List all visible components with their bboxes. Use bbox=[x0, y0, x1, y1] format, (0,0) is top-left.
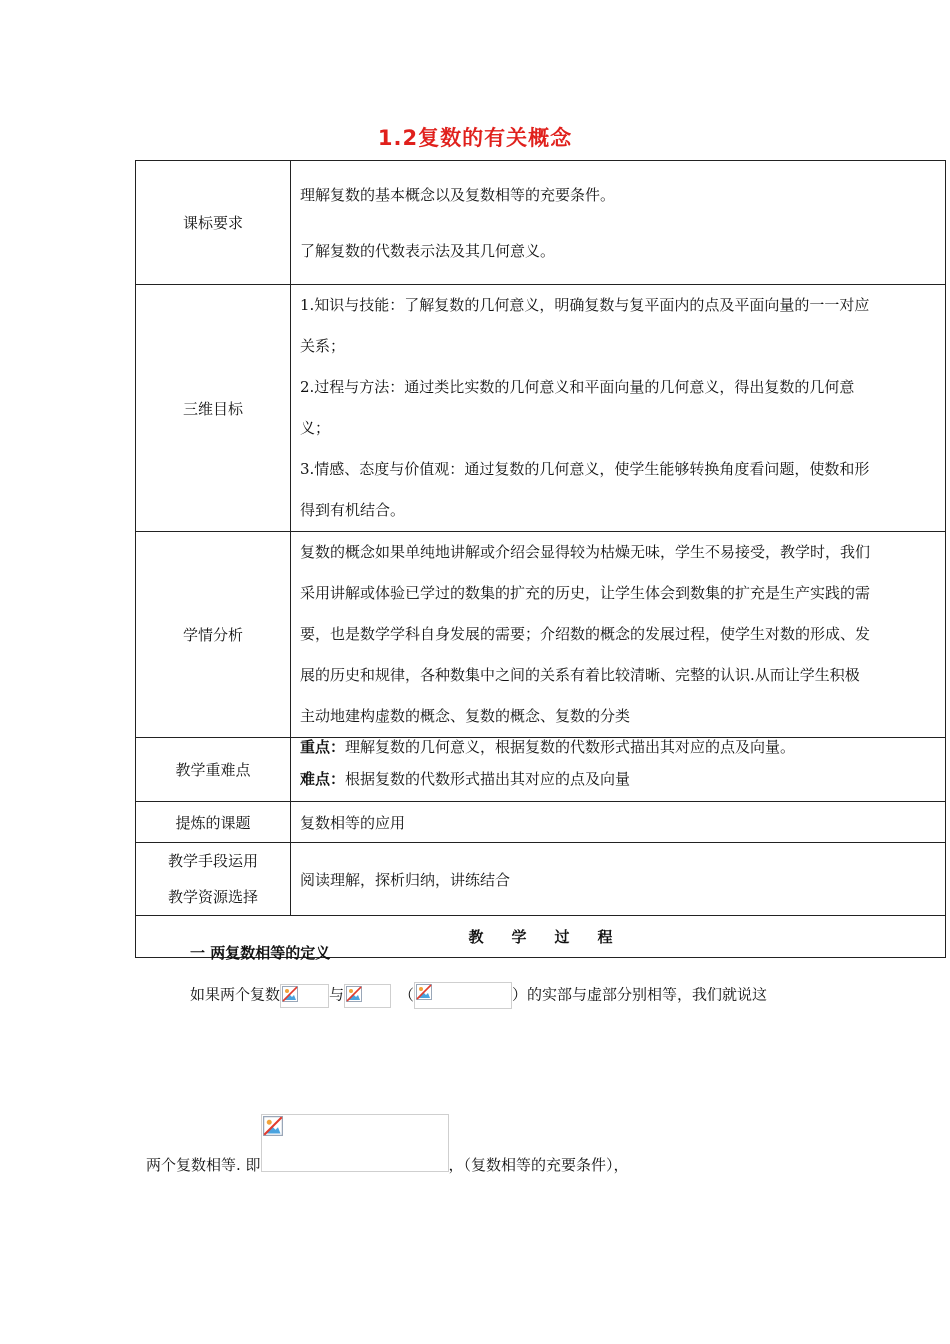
formula-image-icon bbox=[414, 982, 512, 1009]
content-line: 1.知识与技能：了解复数的几何意义，明确复数与复平面内的点及平面向量的一一对应 bbox=[300, 296, 870, 314]
process-char: 程 bbox=[597, 928, 613, 946]
table-row bbox=[136, 532, 946, 738]
row-content bbox=[291, 285, 946, 532]
row-label-line: 教学资源选择 bbox=[167, 888, 258, 906]
row-content: 复数相等的应用 bbox=[291, 802, 946, 843]
row-content bbox=[291, 161, 946, 285]
content-line bbox=[300, 209, 939, 237]
row-content: 阅读理解，探析归纳，讲练结合 bbox=[291, 843, 946, 916]
content-line: 义； bbox=[300, 419, 331, 437]
table-row bbox=[136, 738, 946, 802]
text-run: ，（复数相等的充要条件）， bbox=[448, 1156, 629, 1174]
row-label: 提炼的课题 bbox=[136, 802, 291, 843]
text-run: 两个复数相等. 即 bbox=[146, 1156, 261, 1174]
row-label: 课标要求 bbox=[136, 161, 291, 285]
text-run: 与 bbox=[329, 985, 345, 1004]
process-char: 学 bbox=[511, 928, 527, 946]
content-line: 复数的概念如果单纯地讲解或介绍会显得较为枯燥无味，学生不易接受，教学时，我们 bbox=[300, 543, 871, 561]
content-line: 理解复数的基本概念以及复数相等的充要条件。 bbox=[300, 185, 616, 204]
row-label: 三维目标 bbox=[136, 285, 291, 532]
content-line: 关系； bbox=[300, 337, 346, 355]
process-char: 教 bbox=[468, 928, 484, 946]
text-run: （ bbox=[399, 985, 415, 1004]
table-row bbox=[136, 802, 946, 843]
content-line: 采用讲解或体验已学过的数集的扩充的历史，让学生体会到数集的扩充是生产实践的需 bbox=[300, 584, 871, 602]
content-line: 了解复数的代数表示法及其几何意义。 bbox=[300, 241, 556, 260]
page-title: 1.2复数的有关概念 bbox=[377, 126, 573, 150]
process-char: 过 bbox=[554, 928, 570, 946]
difficult-point-label: 难点： bbox=[300, 770, 346, 788]
row-label-line: 教学手段运用 bbox=[167, 852, 258, 870]
content-line: 3.情感、态度与价值观：通过复数的几何意义，使学生能够转换角度看问题，使数和形 bbox=[300, 460, 870, 478]
row-label: 学情分析 bbox=[136, 532, 291, 738]
row-content bbox=[291, 738, 946, 802]
row-label bbox=[136, 843, 291, 916]
key-point-label: 重点： bbox=[300, 738, 346, 756]
table-row bbox=[136, 161, 946, 285]
row-content bbox=[291, 532, 946, 738]
formula-image-icon bbox=[344, 984, 391, 1008]
content-line: 得到有机结合。 bbox=[300, 501, 406, 519]
difficult-point-text: 根据复数的代数形式描出其对应的点及向量 bbox=[345, 770, 631, 788]
content-line: 主动地建构虚数的概念、复数的概念、复数的分类 bbox=[300, 707, 631, 725]
row-label: 教学重难点 bbox=[136, 738, 291, 802]
definition-line-2 bbox=[146, 1114, 629, 1175]
section-heading: 一 两复数相等的定义 bbox=[190, 944, 331, 962]
content-line: 2.过程与方法：通过类比实数的几何意义和平面向量的几何意义，得出复数的几何意 bbox=[300, 378, 855, 396]
table-row bbox=[136, 843, 946, 916]
content-line: 展的历史和规律，各种数集中之间的关系有着比较清晰、完整的认识.从而让学生积极 bbox=[300, 666, 860, 684]
lesson-plan-table bbox=[135, 160, 946, 958]
formula-image-icon bbox=[280, 984, 329, 1008]
definition-line-1 bbox=[190, 982, 767, 1009]
key-point-text: 理解复数的几何意义，根据复数的代数形式描出其对应的点及向量。 bbox=[345, 738, 796, 756]
content-line: 要，也是数学学科自身发展的需要；介绍数的概念的发展过程，使学生对数的形成、发 bbox=[300, 625, 871, 643]
text-run: ）的实部与虚部分别相等，我们就说这 bbox=[512, 985, 768, 1004]
table-row bbox=[136, 285, 946, 532]
formula-image-icon bbox=[261, 1114, 449, 1172]
text-run: 如果两个复数 bbox=[190, 985, 281, 1004]
